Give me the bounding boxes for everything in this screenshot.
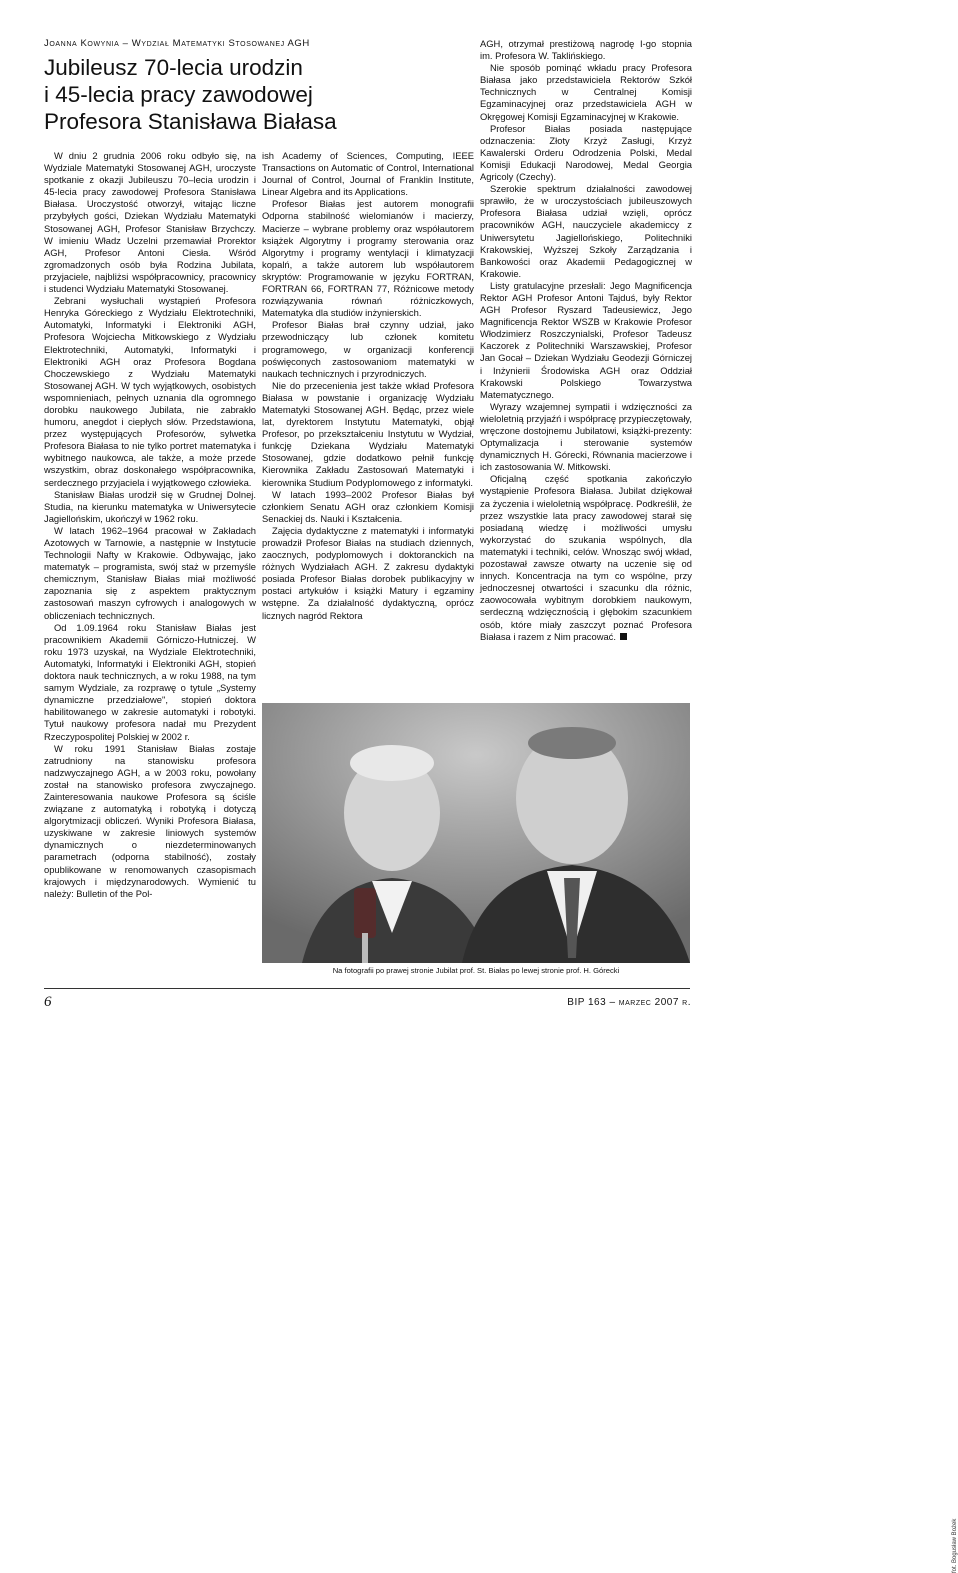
paragraph: W roku 1991 Stanisław Białas zostaje zatrudniony na stanowisku profesora nadzwyczajnego AGH, a w 2003 roku, powołany został na stanowisko profesora zwyczajnego. Zainteresowania naukowe Profesora są ściśle związane z automatyką i robotyką i dotyczą algorytmizacji obliczeń. Wyniki Profesora Białasa, uzyskiwane w zakresie liniowych systemów dynamicznych o niezdeterminowanych parametrach (odporna stabilność), zostały opublikowane w renomowanych czasopismach krajowych i międzynarodowych. Wymienić tu należy: Bulletin of the Pol-: [44, 742, 256, 899]
photo-illustration: [262, 703, 690, 963]
column-2: [262, 150, 474, 622]
paragraph: ish Academy of Sciences, Computing, IEEE Transactions on Automatic of Control, International Journal of Control, Journal of Franklin Institute, Linear Algebra and its Applications.: [262, 150, 474, 198]
byline: Joanna Kowynia – Wydział Matematyki Stosowanej AGH: [44, 38, 310, 49]
paragraph: Od 1.09.1964 roku Stanisław Białas jest pracownikiem Akademii Górniczo-Hutniczej. W roku 1973 uzyskał, na Wydziale Elektrotechniki, Automatyki, Informatyki i Elektroniki AGH, stopień doktora nauk technicznych, a w roku 1988, na tym samym Wydziale, za rozprawę o tytule „Systemy dynamiczne przedziałowe", stopień doktora habilitowanego w zakresie automatyki i robotyki. Tytuł naukowy profesora nadał mu Prezydent Rzeczypospolitej Polskiej w 2002 r.: [44, 621, 256, 742]
paragraph: Profesor Białas jest autorem monografii Odporna stabilność wielomianów i macierzy, Macierze – wybrane problemy oraz współautorem książek Algorytmy i programy sterowania oraz Algorytmy i programy wentylacji i klimatyzacji kopalń, a także autorem lub współautorem skryptów: Programowanie w języku FORTRAN, FORTRAN 66, FORTRAN 77, Różnicowe metody rozwiązywania równań różniczkowych, Matematyka dla studiów inżynierskich.: [262, 198, 474, 319]
paragraph: W latach 1993–2002 Profesor Białas był członkiem Senatu AGH oraz członkiem Komisji Senackiej ds. Nauki i Kształcenia.: [262, 488, 474, 524]
article-title: [44, 54, 464, 135]
paragraph: Profesor Białas posiada następujące odznaczenia: Złoty Krzyż Zasługi, Krzyż Kawalerski Orderu Odrodzenia Polski, Medal Komisji Edukacji Narodowej, Medal Georgia Agricoly (Czechy).: [480, 122, 692, 183]
paragraph: Zajęcia dydaktyczne z matematyki i informatyki prowadził Profesor Białas na studiach dziennych, zaocznych, podyplomowych i doktoranckich na różnych Wydziałach AGH. Z zakresu dydaktyki posiada Profesor Białas dorobek publikacyjny w postaci artykułów i książki Matury i egzaminy wstępne. Za działalność dydaktyczną, oprócz licznych nagród Rektora: [262, 524, 474, 621]
paragraph: Szerokie spektrum działalności zawodowej sprawiło, że w uroczystościach jubileuszowych Profesora Białasa udział wzięli, oprócz pracowników AGH, nauczyciele akademiccy z Uniwersytetu Jagiellońskiego, Politechniki Krakowskiej, Wyższej Szkoły Zarządzania i Bankowości oraz Akademii Pedagogicznej w Krakowie.: [480, 183, 692, 279]
column-1: [44, 150, 256, 900]
title-line: Profesora Stanisława Białasa: [44, 109, 337, 134]
paragraph: W dniu 2 grudnia 2006 roku odbyło się, na Wydziale Matematyki Stosowanej AGH, uroczyste spotkanie z okazji Jubileuszu 70–lecia urodzin i 45-lecia pracy zawodowej Profesora Stanisława Białasa. Uroczystość otworzył, witając liczne przybyłych gości, Dziekan Wydziału Matematyki Stosowanej AGH, Profesor Stanisław Brzychczy. W imieniu Władz Uczelni przemawiał Prorektor AGH, Profesor Antoni Ciesła. Wśród zgromadzonych osób była Rodzina Jubilata, przyjaciele, najbliżsi współpracownicy, pracownicy i studenci Wydziału Matematyki Stosowanej.: [44, 150, 256, 295]
issue-label: BIP 163 – marzec 2007 r.: [567, 997, 691, 1008]
paragraph: Listy gratulacyjne przesłali: Jego Magnificencja Rektor AGH Profesor Antoni Tajduś, były Rektor AGH Profesor Ryszard Tadeusiewicz, Jego Magnificencja Rektor WSZB w Krakowie Profesor Włodzimierz Roszczynialski, Profesor Tadeusz Kaczorek z Politechniki Warszawskiej, Profesor Jan Gocał – Dziekan Wydziału Geodezji Górniczej i Inżynierii Środowiska AGH oraz Oddział Krakowski Polskiego Towarzystwa Matematycznego.: [480, 279, 692, 400]
footer-rule: [44, 988, 690, 989]
photo-credit: fot. Bogusław Bożek: [952, 1518, 958, 1573]
photo-caption: Na fotografii po prawej stronie Jubilat prof. St. Białas po lewej stronie prof. H. Górecki: [332, 966, 620, 975]
paragraph: Nie sposób pominąć wkładu pracy Profesora Białasa jako przedstawiciela Rektorów Szkół Technicznych w Centralnej Komisji Egzaminacyjnej oraz przedstawiciela AGH w Okręgowej Komisji Egzaminacyjnej w Krakowie.: [480, 62, 692, 122]
paragraph: Profesor Białas brał czynny udział, jako przewodniczący lub członek komitetu programowego, w organizacji konferencji poświęconych zastosowaniom matematyki w naukach technicznych i przyrodniczych.: [262, 319, 474, 379]
paragraph: Nie do przecenienia jest także wkład Profesora Białasa w powstanie i organizację Wydziału Matematyki Stosowanej AGH. Będąc, przez wiele lat, dyrektorem Instytutu Matematyki, objął Profesor, po przekształceniu Instytutu w Wydział, funkcję Dziekana Wydziału Matematyki Stosowanej, gdzie dodatkowo pełnił funkcję Kierownika Zakładu Zastosowań Matematyki i kierownika Studium Podyplomowego z informatyki.: [262, 379, 474, 488]
paragraph: Zebrani wysłuchali wystąpień Profesora Henryka Góreckiego z Wydziału Elektrotechniki, Automatyki, Informatyki i Elektroniki AGH, Profesora Wojciecha Mitkowskiego z Wydziału Elektrotechniki, Automatyki, Informatyki i Elektroniki AGH oraz Profesora Bogdana Choczewskiego z Wydziału Matematyki Stosowanej AGH. W tych wyjątkowych, osobistych wspomnieniach, pełnych uznania dla ogromnego dorobku naukowego Jubilata, nie zabrakło humoru, anegdot i ciepłych słów. Przedstawiona, przez występujących Profesorów, sylwetka Profesora Białasa to nie tylko portret matematyka i wybitnego naukowca, ale także, a może przede wszystkim, obraz doskonałego współpracownika, serdecznego przyjaciela i wyjątkowego człowieka.: [44, 295, 256, 488]
paragraph-text: Oficjalną część spotkania zakończyło wystąpienie Profesora Białasa. Jubilat dziękował za życzenia i wieloletnią współpracę. Podkreślił, że przez wszystkie lata pracy zawodowej starał się posiadaną wiedzę i możliwości umysłu wykorzystać do szukania wspólnych, dla matematyki i techniki, celów. Wnosząc swój wkład, pozostawał zawsze otwarty na uczenie się od innych. Koncentracja na tym co wspólne, przy jednoczesnej otwartości i szacunku dla różnic, zaowocowała wybitnym dorobkiem naukowym, serdeczną wdzięcznością i głębokim szacunkiem osób, które miały zaszczyt poznać Profesora Białasa i razem z Nim pracować.: [480, 473, 692, 642]
title-line: i 45-lecia pracy zawodowej: [44, 82, 313, 107]
paragraph: AGH, otrzymał prestiżową nagrodę I-go stopnia im. Profesora W. Taklińskiego.: [480, 38, 692, 62]
title-line: Jubileusz 70-lecia urodzin: [44, 55, 303, 80]
paragraph-final: [480, 473, 692, 642]
paragraph: Wyrazy wzajemnej sympatii i wdzięczności za wieloletnią przyjaźń i współpracę przypieczętowały, wręczone dostojnemu Jubilatowi, książki-prezenty: Optymalizacja i sterowanie systemów dynamicznych H. Górecki, Równania macierzowe i ich zastosowania W. Mitkowski.: [480, 400, 692, 473]
end-mark-icon: [620, 633, 627, 640]
column-3: [480, 38, 692, 643]
page-number: 6: [44, 994, 52, 1010]
paragraph: Stanisław Białas urodził się w Grudnej Dolnej. Studia, na kierunku matematyka w Uniwersytecie Jagiellońskim, ukończył w 1962 roku.: [44, 488, 256, 524]
paragraph: W latach 1962–1964 pracował w Zakładach Azotowych w Tarnowie, a następnie w Instytucie Technologii Nafty w Krakowie. Odbywając, jako matematyk – programista, swój staż w przemyśle chemicznym, Stanisław Białas miał możliwość zapoznania się z aspektem praktycznym zastosowań maszyn cyfrowych i analogowych w obliczeniach technicznych.: [44, 524, 256, 621]
